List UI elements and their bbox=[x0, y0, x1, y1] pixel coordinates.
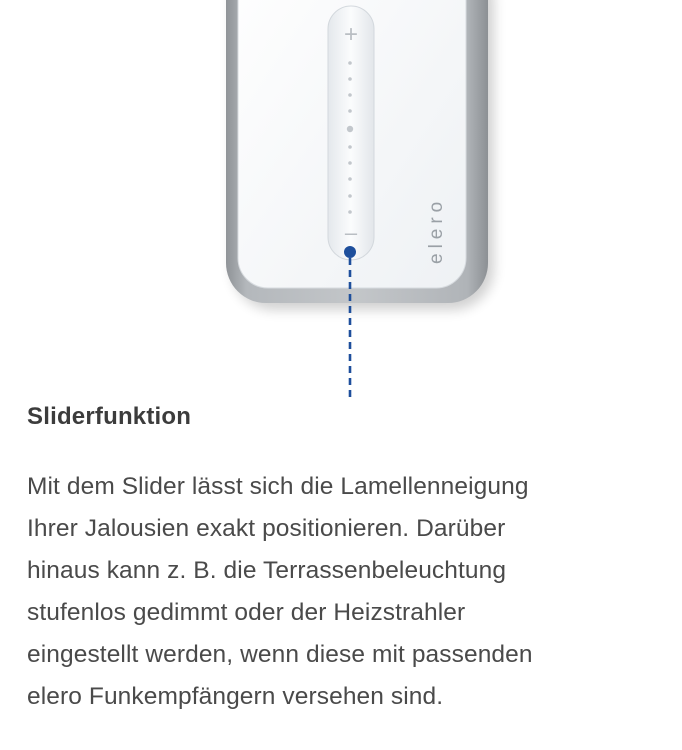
slider-plus-symbol: + bbox=[343, 21, 359, 48]
section-paragraph bbox=[27, 466, 677, 718]
paragraph-line: Mit dem Slider lässt sich die Lamellenneigung bbox=[27, 473, 529, 500]
brand-logo: elero bbox=[426, 196, 447, 264]
paragraph-line: eingestellt werden, wenn diese mit passenden bbox=[27, 641, 533, 668]
paragraph-line: elero Funkempfängern versehen sind. bbox=[27, 683, 444, 710]
callout-anchor-dot bbox=[344, 246, 356, 258]
paragraph-line: hinaus kann z. B. die Terrassenbeleuchtung bbox=[27, 557, 507, 584]
paragraph-line: Ihrer Jalousien exakt positionieren. Darüber bbox=[27, 515, 506, 542]
slider-minus-symbol: – bbox=[344, 220, 358, 245]
section-heading: Sliderfunktion bbox=[27, 403, 192, 430]
paragraph-line: stufenlos gedimmt oder der Heizstrahler bbox=[27, 599, 466, 626]
